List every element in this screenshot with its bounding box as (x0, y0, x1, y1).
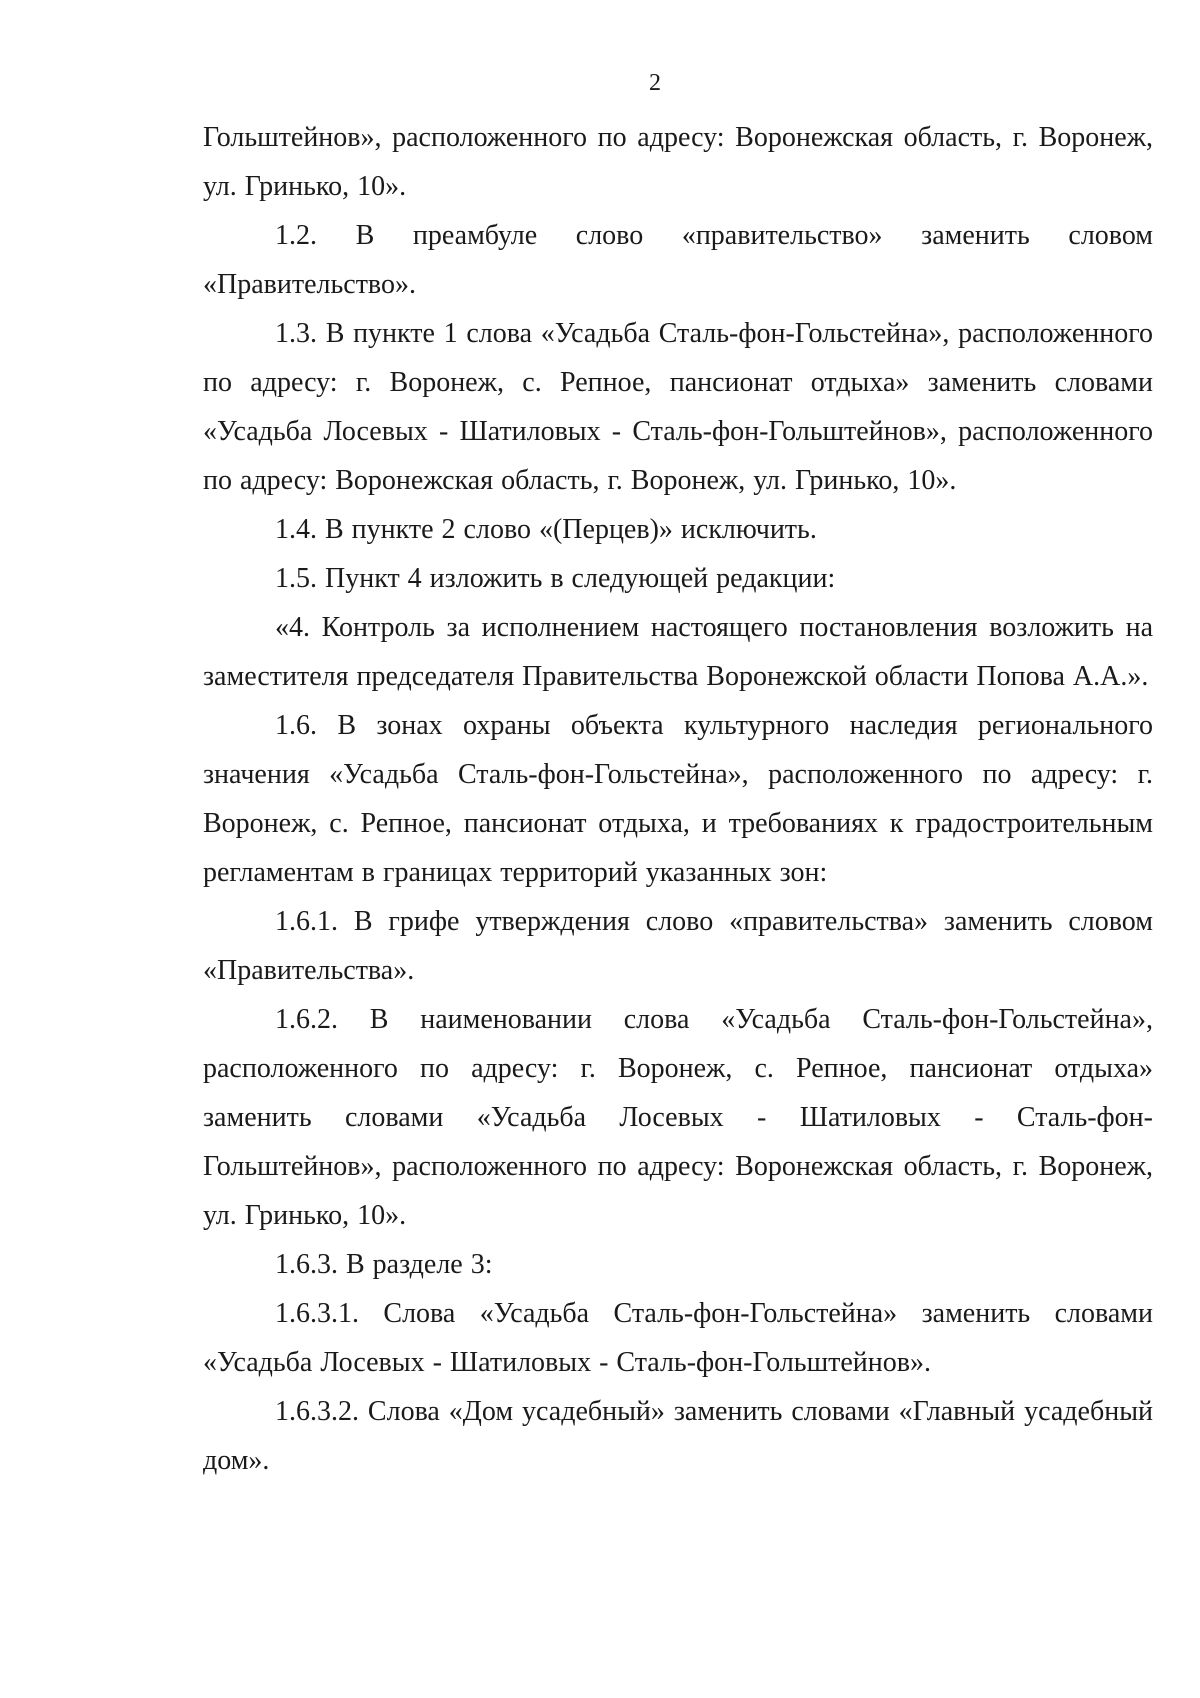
paragraph-continuation: Гольштейнов», расположенного по адресу: Воронежская область, г. Воронеж, ул. Гринько, 10». (203, 122, 1153, 202)
paragraph-1-6-1: 1.6.1. В грифе утверждения слово «правительства» заменить словом «Правительства». (203, 906, 1153, 986)
paragraph-1-5: 1.5. Пункт 4 изложить в следующей редакции: (275, 563, 836, 594)
page-number: 2 (649, 70, 661, 96)
paragraph-1-6-3-2: 1.6.3.2. Слова «Дом усадебный» заменить словами «Главный усадебный дом». (203, 1396, 1153, 1476)
paragraph-1-3: 1.3. В пункте 1 слова «Усадьба Сталь-фон-Гольстейна», расположенного по адресу: г. Воронеж, с. Репное, пансионат отдыха» заменить словами «Усадьба Лосевых - Шатиловых - Сталь-фон-Гольштейнов», расположенного по адресу: Воронежская область, г. Воронеж, ул. Гринько, 10». (203, 318, 1153, 496)
paragraph-1-6: 1.6. В зонах охраны объекта культурного наследия регионального значения «Усадьба Сталь-фон-Гольстейна», расположенного по адресу: г. Воронеж, с. Репное, пансионат отдыха, и требованиях к градостроительным регламентам в границах территорий указанных зон: (203, 710, 1153, 888)
paragraph-quoted-item-4: «4. Контроль за исполнением настоящего постановления возложить на заместителя председателя Правительства Воронежской области Попова А.А.». (203, 612, 1153, 692)
paragraph-1-2: 1.2. В преамбуле слово «правительство» заменить словом «Правительство». (203, 220, 1153, 300)
paragraph-1-6-3-1: 1.6.3.1. Слова «Усадьба Сталь-фон-Гольстейна» заменить словами «Усадьба Лосевых - Шатиловых - Сталь-фон-Гольштейнов». (203, 1298, 1153, 1378)
paragraph-1-6-3: 1.6.3. В разделе 3: (275, 1249, 493, 1280)
document-body (203, 113, 1153, 1485)
paragraph-1-6-2: 1.6.2. В наименовании слова «Усадьба Сталь-фон-Гольстейна», расположенного по адресу: г. Воронеж, с. Репное, пансионат отдыха» заменить словами «Усадьба Лосевых - Шатиловых - Сталь-фон-Гольштейнов», расположенного по адресу: Воронежская область, г. Воронеж, ул. Гринько, 10». (203, 1004, 1153, 1231)
paragraph-1-4: 1.4. В пункте 2 слово «(Перцев)» исключить. (275, 514, 817, 545)
